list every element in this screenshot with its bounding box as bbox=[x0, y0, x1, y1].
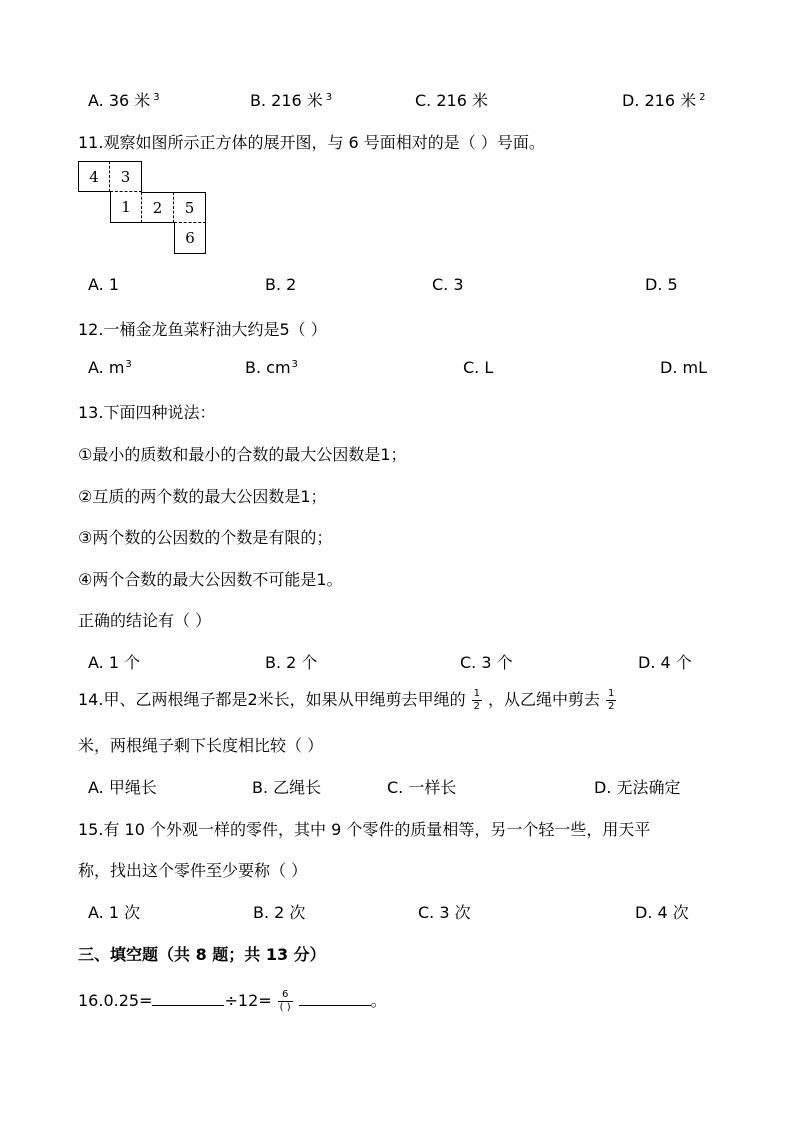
net-face-6: 6 bbox=[174, 223, 206, 254]
q15-option-c: C. 3 次 bbox=[418, 903, 471, 922]
q12-option-b: B. $cm^3$ bbox=[245, 358, 298, 377]
q14-question: 14.甲、乙两根绳子都是2米长，如果从甲绳剪去甲绳的 $\frac{1}{2}$ ，从乙绳中剪去 $\frac{1}{2}$ bbox=[78, 688, 615, 712]
q13-statement-4: ④两个合数的最大公因数不可能是1。 bbox=[78, 570, 343, 589]
net-face-4: 4 bbox=[78, 161, 110, 192]
q12-option-c: C. L bbox=[463, 358, 494, 377]
q13-option-a: A. 1 个 bbox=[88, 653, 141, 672]
q14-option-c: C. 一样长 bbox=[387, 778, 457, 797]
q14-option-a: A. 甲绳长 bbox=[88, 778, 157, 797]
q11-question: 11.观察如图所示正方体的展开图，与 6 号面相对的是（ ）号面。 bbox=[78, 133, 545, 152]
q12-question: 12.一桶金龙鱼菜籽油大约是5（ ） bbox=[78, 320, 327, 339]
q12-option-a: A. $m^3$ bbox=[88, 358, 132, 377]
q11-option-c: C. 3 bbox=[432, 275, 464, 294]
q15-option-a: A. 1 次 bbox=[88, 903, 141, 922]
q13-option-c: C. 3 个 bbox=[460, 653, 513, 672]
q14-option-d: D. 无法确定 bbox=[594, 778, 681, 797]
q13-question: 13.下面四种说法： bbox=[78, 403, 216, 422]
q16-blank-1[interactable] bbox=[152, 991, 224, 1006]
q15-option-b: B. 2 次 bbox=[253, 903, 306, 922]
q13-statement-3: ③两个数的公因数的个数是有限的； bbox=[78, 528, 333, 547]
net-face-3: 3 bbox=[110, 161, 142, 192]
net-face-1: 1 bbox=[110, 192, 142, 223]
q13-option-d: D. 4 个 bbox=[638, 653, 692, 672]
net-face-5: 5 bbox=[174, 192, 206, 223]
q13-option-b: B. 2 个 bbox=[265, 653, 318, 672]
q13-statement-2: ②互质的两个数的最大公因数是1； bbox=[78, 487, 327, 506]
q16-question: 16.0.25= ÷12= $\frac{6}{( )}$ 。 bbox=[78, 989, 387, 1013]
q15-question: 15.有 10 个外观一样的零件，其中 9 个零件的质量相等，另一个轻一些，用天平 bbox=[78, 820, 651, 839]
section-3-title: 三、填空题（共 8 题；共 13 分） bbox=[78, 945, 326, 964]
q15-question-line2: 称，找出这个零件至少要称（ ） bbox=[78, 861, 308, 880]
q10-option-a: A. 36 米 $^3$ bbox=[88, 91, 160, 110]
q10-option-d: D. 216 米 $^2$ bbox=[622, 91, 706, 110]
q16-fraction: $\frac{6}{( )}$ bbox=[279, 989, 291, 1013]
q14-question-line2: 米，两根绳子剩下长度相比较（ ） bbox=[78, 736, 324, 755]
q11-option-b: B. 2 bbox=[265, 275, 297, 294]
q13-prompt: 正确的结论有（ ） bbox=[78, 611, 212, 630]
q10-option-b: B. 216 米 $^3$ bbox=[250, 91, 333, 110]
cube-net-diagram bbox=[78, 161, 213, 261]
q14-option-b: B. 乙绳长 bbox=[252, 778, 322, 797]
q11-option-d: D. 5 bbox=[645, 275, 678, 294]
net-face-2: 2 bbox=[142, 192, 174, 223]
q10-option-c: C. 216 米 bbox=[415, 91, 488, 110]
q11-option-a: A. 1 bbox=[88, 275, 120, 294]
q14-fraction-1: $\frac{1}{2}$ bbox=[473, 688, 481, 712]
q14-fraction-2: $\frac{1}{2}$ bbox=[608, 688, 615, 712]
q13-statement-1: ①最小的质数和最小的合数的最大公因数是1； bbox=[78, 445, 407, 464]
q15-option-d: D. 4 次 bbox=[635, 903, 689, 922]
q16-blank-2[interactable] bbox=[299, 991, 371, 1006]
q12-option-d: D. mL bbox=[660, 358, 707, 377]
